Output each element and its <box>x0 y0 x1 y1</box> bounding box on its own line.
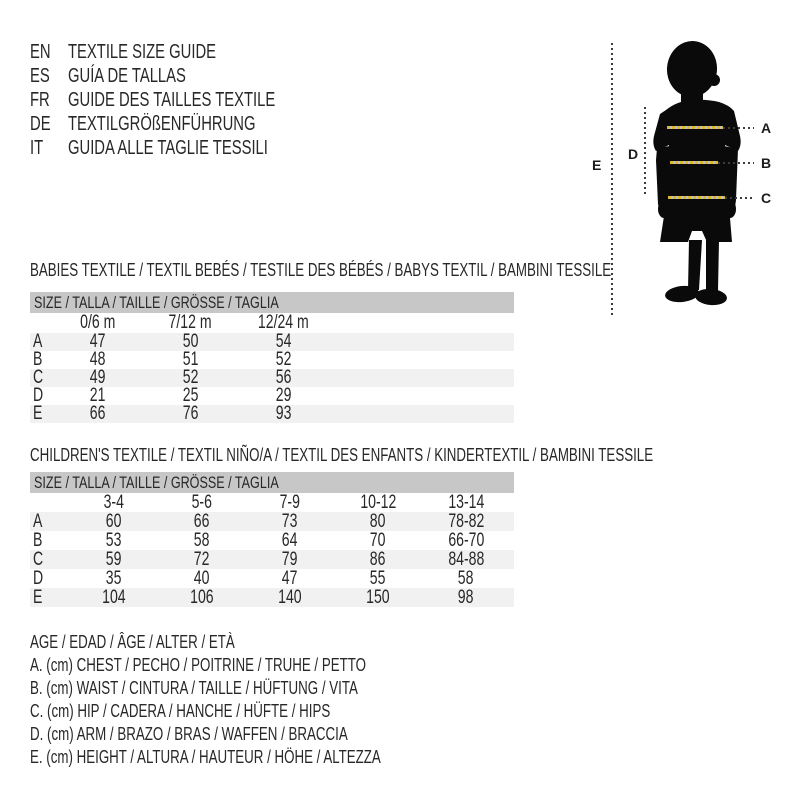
babies-section-heading <box>30 260 800 280</box>
size-header-bar <box>30 292 514 313</box>
cell-value: 104 <box>102 586 126 608</box>
cell-value: 98 <box>458 586 474 608</box>
babies-heading-text: BABIES TEXTILE / TEXTIL BEBÉS / TESTILE DES BÉBÉS / BABYS TEXTIL / BAMBINI TESSILE <box>30 259 612 280</box>
row-label: D <box>33 385 44 406</box>
cell-value: 55 <box>370 567 386 589</box>
cell-value: 56 <box>275 367 292 388</box>
cell-value: 59 <box>106 548 122 570</box>
legend-text-height: E. (cm) HEIGHT / ALTURA / HAUTEUR / HÖHE / ALTEZZA <box>30 747 381 767</box>
row-label: B <box>33 529 43 551</box>
row-label: B <box>33 349 43 370</box>
measure-label-d: D <box>628 146 639 162</box>
table-row <box>30 550 514 569</box>
row-label: E <box>33 586 43 608</box>
cell-value: 35 <box>106 567 122 589</box>
waist-measure-line-b <box>670 161 718 164</box>
measure-label-b: B <box>761 155 772 171</box>
cell-value: 86 <box>370 548 386 570</box>
hip-measure-line-c <box>668 196 725 199</box>
language-code: ES <box>30 64 50 87</box>
legend-line-chest <box>30 654 504 677</box>
language-title: GUIDA ALLE TAGLIE TESSILI <box>68 136 268 159</box>
legend-text-hip: C. (cm) HIP / CADERA / HANCHE / HÜFTE / HIPS <box>30 701 331 721</box>
column-header: 3-4 <box>103 491 125 513</box>
language-title: TEXTILGRÖßENFÜHRUNG <box>68 112 256 135</box>
cell-value: 58 <box>458 567 474 589</box>
cell-value: 54 <box>275 331 292 352</box>
size-header-text: SIZE / TALLA / TAILLE / GRÖSSE / TAGLIA <box>34 472 279 492</box>
cell-value: 66-70 <box>448 529 484 551</box>
size-header-bar <box>30 472 514 493</box>
column-header: 0/6 m <box>79 312 116 333</box>
language-code: FR <box>30 88 50 111</box>
children-section-heading <box>30 445 800 465</box>
cell-value: 150 <box>366 586 390 608</box>
cell-value: 140 <box>278 586 302 608</box>
children-heading-text: CHILDREN'S TEXTILE / TEXTIL NIÑO/A / TEXTIL DES ENFANTS / KINDERTEXTIL / BAMBINI TESSILE <box>30 444 654 465</box>
table-row <box>30 588 514 607</box>
legend-text-arm: D. (cm) ARM / BRAZO / BRAS / WAFFEN / BRACCIA <box>30 724 348 744</box>
language-row <box>30 64 348 88</box>
cell-value: 93 <box>275 403 292 424</box>
cell-value: 53 <box>106 529 122 551</box>
row-label: A <box>33 510 43 532</box>
table-row <box>30 531 514 550</box>
babies-size-table <box>30 292 514 423</box>
cell-value: 29 <box>275 385 292 406</box>
cell-value: 79 <box>282 548 298 570</box>
row-label: D <box>33 567 44 589</box>
row-label: E <box>33 403 43 424</box>
legend-line-height <box>30 746 504 769</box>
cell-value: 66 <box>194 510 210 532</box>
language-code: IT <box>30 136 44 159</box>
cell-value: 40 <box>194 567 210 589</box>
cell-value: 73 <box>282 510 298 532</box>
cell-value: 80 <box>370 510 386 532</box>
cell-value: 49 <box>89 367 106 388</box>
cell-value: 106 <box>190 586 214 608</box>
language-title: TEXTILE SIZE GUIDE <box>68 40 217 63</box>
cell-value: 70 <box>370 529 386 551</box>
chest-measure-leader-a <box>723 127 754 129</box>
age-legend-line <box>30 631 504 654</box>
cell-value: 48 <box>89 349 106 370</box>
cell-value: 84-88 <box>448 548 484 570</box>
column-header: 13-14 <box>448 491 484 513</box>
hip-measure-leader-c <box>725 197 754 199</box>
column-header: 12/24 m <box>258 312 309 333</box>
column-header: 7/12 m <box>169 312 212 333</box>
legend-line-arm <box>30 723 504 746</box>
cell-value: 58 <box>194 529 210 551</box>
column-header: 10-12 <box>360 491 396 513</box>
cell-value: 76 <box>182 403 199 424</box>
age-legend-text: AGE / EDAD / ÂGE / ALTER / ETÀ <box>30 632 235 652</box>
language-row <box>30 88 348 112</box>
legend-text-waist: B. (cm) WAIST / CINTURA / TAILLE / HÜFTUNG / VITA <box>30 678 358 698</box>
language-row <box>30 40 348 64</box>
language-code: EN <box>30 40 51 63</box>
legend-text-chest: A. (cm) CHEST / PECHO / POITRINE / TRUHE / PETTO <box>30 655 367 675</box>
row-label: C <box>33 367 44 388</box>
cell-value: 78-82 <box>448 510 484 532</box>
language-code: DE <box>30 112 51 135</box>
cell-value: 47 <box>89 331 106 352</box>
column-header: 5-6 <box>191 491 213 513</box>
cell-value: 21 <box>89 385 106 406</box>
column-header-row <box>30 493 514 512</box>
size-header-text: SIZE / TALLA / TAILLE / GRÖSSE / TAGLIA <box>34 292 279 312</box>
row-label: C <box>33 548 44 570</box>
column-header: 7-9 <box>279 491 301 513</box>
table-row <box>30 405 514 423</box>
cell-value: 51 <box>182 349 199 370</box>
cell-value: 50 <box>182 331 199 352</box>
cell-value: 72 <box>194 548 210 570</box>
column-header-row <box>30 313 514 333</box>
cell-value: 52 <box>182 367 199 388</box>
measure-label-a: A <box>761 120 772 136</box>
table-row <box>30 569 514 588</box>
measure-label-e: E <box>592 157 602 173</box>
cell-value: 47 <box>282 567 298 589</box>
cell-value: 60 <box>106 510 122 532</box>
chest-measure-line-a <box>667 126 723 129</box>
table-row <box>30 512 514 531</box>
cell-value: 66 <box>89 403 106 424</box>
row-label: A <box>33 331 43 352</box>
measurement-legend <box>30 631 504 769</box>
measure-label-c: C <box>761 190 772 206</box>
language-title: GUIDE DES TAILLES TEXTILE <box>68 88 276 111</box>
cell-value: 25 <box>182 385 199 406</box>
legend-line-hip <box>30 700 504 723</box>
language-list <box>30 40 348 160</box>
children-size-table <box>30 472 514 607</box>
waist-measure-leader-b <box>718 162 754 164</box>
cell-value: 52 <box>275 349 292 370</box>
legend-line-waist <box>30 677 504 700</box>
language-title: GUÍA DE TALLAS <box>68 64 186 87</box>
language-row <box>30 136 348 160</box>
language-row <box>30 112 348 136</box>
cell-value: 64 <box>282 529 298 551</box>
